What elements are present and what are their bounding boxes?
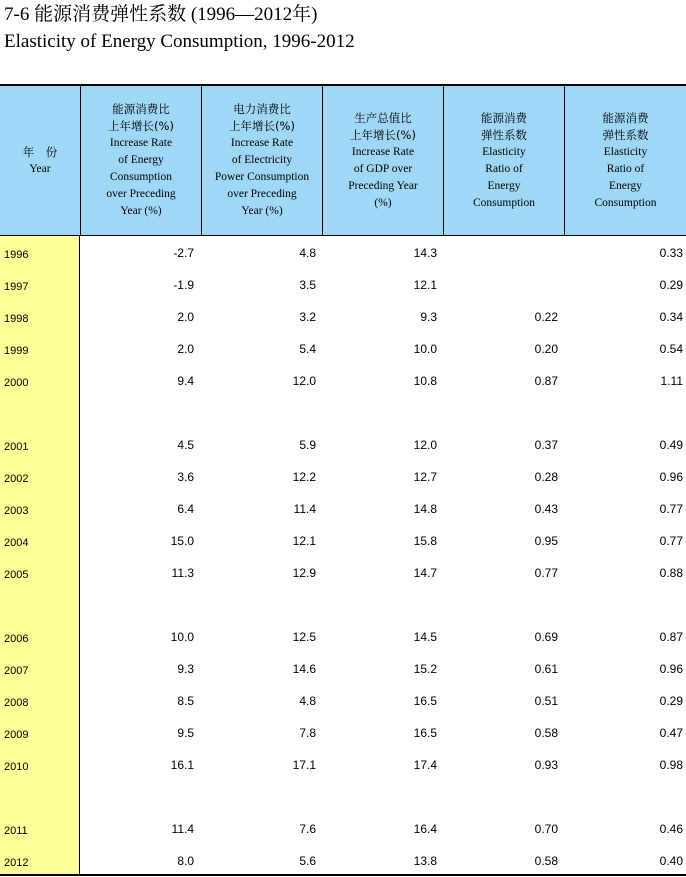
value-cell-power: 17.1 bbox=[292, 758, 316, 772]
value-cell-gdp: 16.4 bbox=[413, 822, 437, 836]
value-cell-gdp: 16.5 bbox=[413, 726, 437, 740]
value-cell-energy: 9.5 bbox=[177, 726, 194, 740]
value-cell-e-el: 0.77 bbox=[534, 566, 558, 580]
value-cell-e-el: 0.61 bbox=[534, 662, 558, 676]
value-cell-p-el: 0.29 bbox=[659, 278, 683, 292]
value-cell-e-el: 0.43 bbox=[534, 502, 558, 516]
value-cell-p-el: 0.33 bbox=[659, 246, 683, 260]
header-power-rate-en: Increase Rate of Electricity Power Consumption over Preceding Year (%) bbox=[214, 137, 310, 217]
table-row bbox=[0, 275, 686, 295]
table-row bbox=[0, 755, 686, 775]
value-cell-gdp: 14.8 bbox=[413, 502, 437, 516]
value-cell-power: 4.8 bbox=[299, 246, 316, 260]
year-cell: 1997 bbox=[4, 281, 29, 293]
value-cell-power: 12.5 bbox=[292, 630, 316, 644]
year-cell: 2002 bbox=[4, 473, 29, 485]
value-cell-p-el: 0.49 bbox=[659, 438, 683, 452]
value-cell-energy: 9.3 bbox=[177, 662, 194, 676]
value-cell-energy: 2.0 bbox=[177, 310, 194, 324]
table-row bbox=[0, 723, 686, 743]
header-gdp-rate-cn: 生产总值比 上年增长(%) bbox=[350, 110, 416, 142]
value-cell-p-el: 0.54 bbox=[659, 342, 683, 356]
table-title-english: Elasticity of Energy Consumption, 1996-2012 bbox=[4, 31, 355, 52]
value-cell-energy: -1.9 bbox=[173, 278, 194, 292]
header-energy-elasticity bbox=[444, 86, 565, 235]
value-cell-gdp: 17.4 bbox=[413, 758, 437, 772]
value-cell-power: 5.4 bbox=[299, 342, 316, 356]
header-power-rate bbox=[202, 86, 323, 235]
value-cell-energy: 4.5 bbox=[177, 438, 194, 452]
year-cell: 2010 bbox=[4, 761, 29, 773]
value-cell-energy: 8.5 bbox=[177, 694, 194, 708]
value-cell-power: 3.2 bbox=[299, 310, 316, 324]
year-cell: 2009 bbox=[4, 729, 29, 741]
value-cell-e-el: 0.93 bbox=[534, 758, 558, 772]
header-energy-elasticity-cn: 能源消费 弹性系数 bbox=[481, 110, 527, 142]
table-title-chinese: 7-6 能源消费弹性系数 (1996—2012年) bbox=[4, 4, 318, 25]
value-cell-gdp: 16.5 bbox=[413, 694, 437, 708]
value-cell-power: 3.5 bbox=[299, 278, 316, 292]
value-cell-p-el: 0.29 bbox=[659, 694, 683, 708]
value-cell-energy: 8.0 bbox=[177, 854, 194, 868]
value-cell-gdp: 14.5 bbox=[413, 630, 437, 644]
year-cell: 2004 bbox=[4, 537, 29, 549]
table-row bbox=[0, 499, 686, 519]
value-cell-power: 7.6 bbox=[299, 822, 316, 836]
year-cell: 2011 bbox=[4, 825, 28, 837]
header-power-elasticity bbox=[565, 86, 686, 235]
year-cell: 1999 bbox=[4, 345, 29, 357]
value-cell-gdp: 14.3 bbox=[413, 246, 437, 260]
value-cell-p-el: 0.77 bbox=[659, 534, 683, 548]
year-column-band bbox=[0, 236, 80, 874]
table-row bbox=[0, 627, 686, 647]
table-row bbox=[0, 467, 686, 487]
value-cell-energy: 10.0 bbox=[170, 630, 194, 644]
value-cell-p-el: 0.34 bbox=[659, 310, 683, 324]
table-row bbox=[0, 435, 686, 455]
table-row bbox=[0, 851, 686, 871]
value-cell-e-el: 0.58 bbox=[534, 854, 558, 868]
value-cell-p-el: 1.11 bbox=[660, 374, 683, 388]
header-year-en: Year bbox=[29, 162, 51, 175]
header-gdp-rate-en: Increase Rate of GDP over Preceding Year (%) bbox=[348, 145, 418, 209]
table-row bbox=[0, 243, 686, 263]
value-cell-gdp: 12.0 bbox=[413, 438, 437, 452]
header-energy-rate-en: Increase Rate of Energy Consumption over Preceding Year (%) bbox=[106, 137, 176, 217]
value-cell-gdp: 15.8 bbox=[413, 534, 437, 548]
value-cell-energy: 6.4 bbox=[177, 502, 194, 516]
table-row bbox=[0, 307, 686, 327]
value-cell-power: 7.8 bbox=[299, 726, 316, 740]
value-cell-power: 4.8 bbox=[299, 694, 316, 708]
bottom-rule bbox=[0, 874, 686, 876]
value-cell-energy: 11.4 bbox=[171, 822, 194, 836]
year-cell: 2006 bbox=[4, 633, 29, 645]
value-cell-p-el: 0.77 bbox=[659, 502, 683, 516]
value-cell-p-el: 0.46 bbox=[659, 822, 683, 836]
table-row bbox=[0, 659, 686, 679]
table-row bbox=[0, 819, 686, 839]
table-row bbox=[0, 531, 686, 551]
year-cell: 1998 bbox=[4, 313, 29, 325]
value-cell-e-el: 0.51 bbox=[534, 694, 558, 708]
value-cell-power: 11.4 bbox=[293, 502, 316, 516]
value-cell-gdp: 14.7 bbox=[413, 566, 437, 580]
value-cell-energy: 15.0 bbox=[170, 534, 194, 548]
value-cell-e-el: 0.87 bbox=[534, 374, 558, 388]
value-cell-energy: 3.6 bbox=[177, 470, 194, 484]
year-cell: 2012 bbox=[4, 857, 29, 869]
year-cell: 2005 bbox=[4, 569, 29, 581]
value-cell-e-el: 0.22 bbox=[534, 310, 558, 324]
year-cell: 2003 bbox=[4, 505, 29, 517]
value-cell-energy: 16.1 bbox=[170, 758, 194, 772]
value-cell-energy: 2.0 bbox=[177, 342, 194, 356]
value-cell-power: 12.0 bbox=[292, 374, 316, 388]
table-row bbox=[0, 563, 686, 583]
value-cell-e-el: 0.58 bbox=[534, 726, 558, 740]
table-row bbox=[0, 371, 686, 391]
value-cell-e-el: 0.95 bbox=[534, 534, 558, 548]
header-energy-elasticity-en: Elasticity Ratio of Energy Consumption bbox=[473, 145, 535, 209]
value-cell-power: 14.6 bbox=[292, 662, 316, 676]
value-cell-p-el: 0.98 bbox=[659, 758, 683, 772]
value-cell-p-el: 0.47 bbox=[659, 726, 683, 740]
value-cell-energy: -2.7 bbox=[173, 246, 194, 260]
header-energy-rate-cn: 能源消费比 上年增长(%) bbox=[108, 102, 174, 133]
value-cell-p-el: 0.96 bbox=[659, 470, 683, 484]
header-power-elasticity-cn: 能源消费 弹性系数 bbox=[602, 110, 649, 142]
value-cell-gdp: 12.1 bbox=[413, 278, 437, 292]
value-cell-power: 5.9 bbox=[299, 438, 316, 452]
value-cell-gdp: 10.8 bbox=[413, 374, 437, 388]
value-cell-e-el: 0.37 bbox=[534, 438, 558, 452]
value-cell-e-el: 0.28 bbox=[534, 470, 558, 484]
value-cell-p-el: 0.40 bbox=[659, 854, 683, 868]
value-cell-p-el: 0.96 bbox=[659, 662, 683, 676]
header-gdp-rate bbox=[323, 86, 444, 235]
value-cell-gdp: 15.2 bbox=[413, 662, 437, 676]
header-power-rate-cn: 电力消费比 上年增长(%) bbox=[229, 102, 295, 133]
year-cell: 2007 bbox=[4, 665, 29, 677]
value-cell-gdp: 13.8 bbox=[413, 854, 437, 868]
value-cell-p-el: 0.87 bbox=[659, 630, 683, 644]
value-cell-gdp: 9.3 bbox=[420, 310, 437, 324]
table-row bbox=[0, 691, 686, 711]
value-cell-power: 12.9 bbox=[292, 566, 316, 580]
year-cell: 2001 bbox=[4, 441, 29, 453]
header-energy-rate bbox=[81, 86, 202, 235]
year-cell: 2000 bbox=[4, 377, 29, 389]
value-cell-energy: 11.3 bbox=[171, 566, 194, 580]
value-cell-power: 5.6 bbox=[299, 854, 316, 868]
value-cell-power: 12.1 bbox=[292, 534, 316, 548]
value-cell-e-el: 0.20 bbox=[534, 342, 558, 356]
value-cell-e-el: 0.69 bbox=[534, 630, 558, 644]
header-year-cn: 年 份 bbox=[22, 144, 58, 159]
value-cell-power: 12.2 bbox=[292, 470, 316, 484]
value-cell-gdp: 10.0 bbox=[413, 342, 437, 356]
year-cell: 2008 bbox=[4, 697, 29, 709]
header-year bbox=[0, 86, 81, 235]
table-header bbox=[0, 86, 686, 236]
value-cell-gdp: 12.7 bbox=[413, 470, 437, 484]
year-cell: 1996 bbox=[4, 249, 29, 261]
value-cell-e-el: 0.70 bbox=[534, 822, 558, 836]
value-cell-energy: 9.4 bbox=[177, 374, 194, 388]
value-cell-p-el: 0.88 bbox=[659, 566, 683, 580]
header-power-elasticity-en: Elasticity Ratio of Energy Consumption bbox=[594, 145, 657, 209]
table-row bbox=[0, 339, 686, 359]
